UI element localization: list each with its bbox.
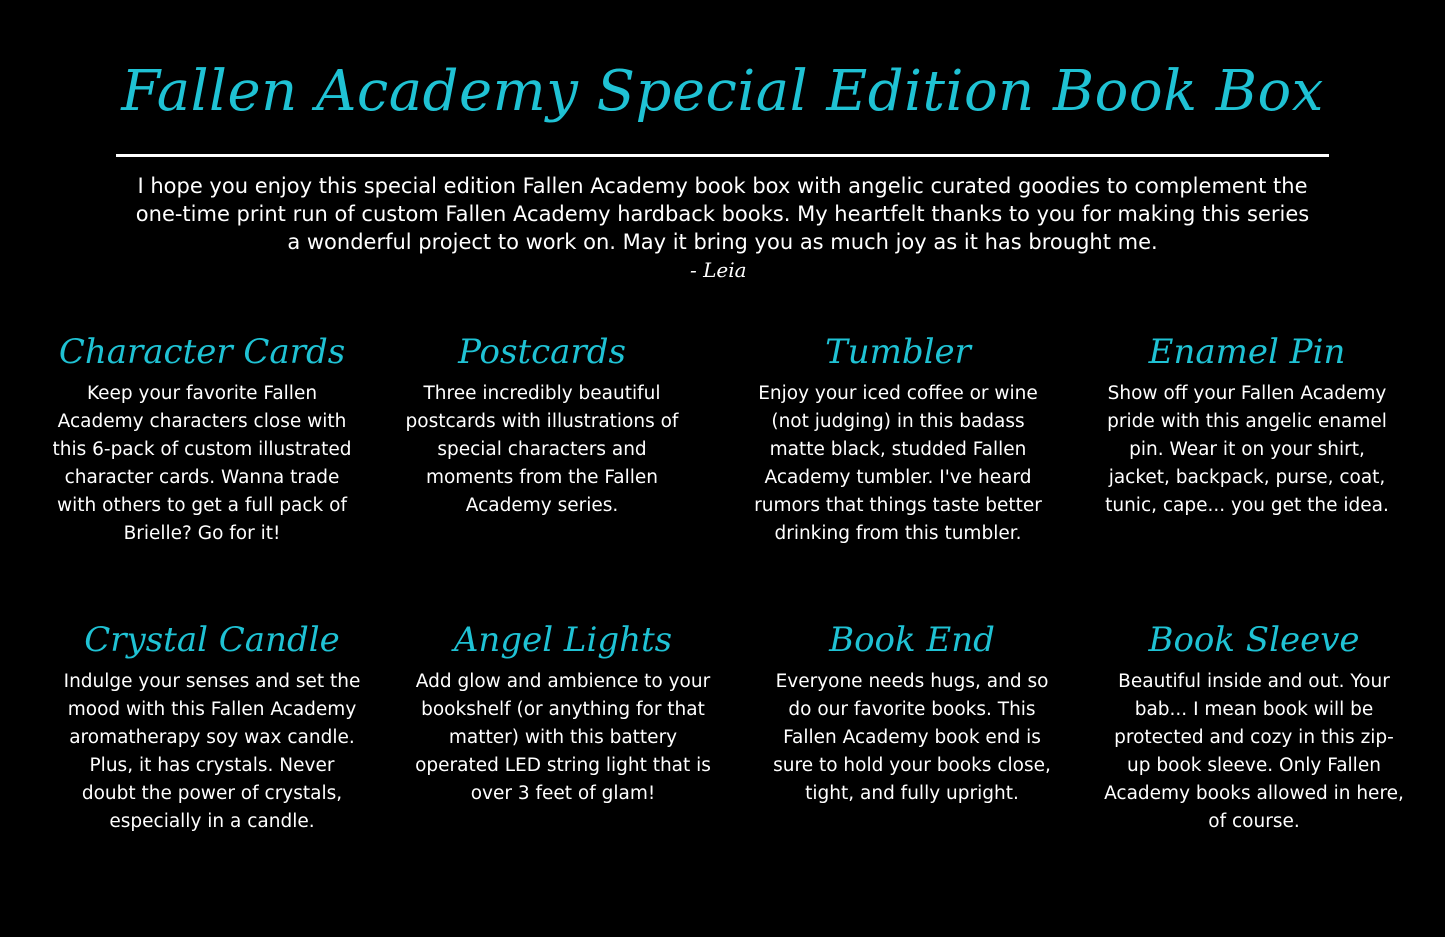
- item-title: Book Sleeve: [1148, 620, 1360, 660]
- item-tumbler: [748, 330, 1048, 548]
- author-signature: - Leia: [690, 258, 747, 282]
- item-title: Postcards: [458, 332, 626, 372]
- item-angel-lights: [413, 618, 713, 808]
- item-book-end: [762, 618, 1062, 808]
- intro-line: one-time print run of custom Fallen Academy hardback books. My heartfelt thanks to you for making this series: [135, 202, 1310, 226]
- item-description: Add glow and ambience to your bookshelf (or anything for that matter) with this battery operated LED string light that is over 3 feet of glam!: [415, 671, 711, 804]
- item-title: Crystal Candle: [84, 620, 340, 660]
- item-character-cards: [52, 330, 352, 548]
- intro-message: [70, 172, 1375, 256]
- item-description: Three incredibly beautiful postcards with illustrations of special characters and moments from the Fallen Academy series.: [405, 383, 679, 516]
- item-description: Indulge your senses and set the mood with this Fallen Academy aromatherapy soy wax candle. Plus, it has crystals. Never doubt the power of crystals, especially in a candle.: [63, 671, 361, 832]
- item-title: Tumbler: [825, 332, 971, 372]
- item-title: Book End: [829, 620, 995, 660]
- item-title: Enamel Pin: [1148, 332, 1346, 372]
- item-description: Enjoy your iced coffee or wine (not judging) in this badass matte black, studded Fallen Academy tumbler. I've heard rumors that things taste better drinking from this tumbler.: [754, 383, 1042, 544]
- intro-line: a wonderful project to work on. May it bring you as much joy as it has brought me.: [287, 230, 1158, 254]
- item-description: Show off your Fallen Academy pride with this angelic enamel pin. Wear it on your shirt, jacket, backpack, purse, coat, tunic, cape... you get the idea.: [1105, 383, 1389, 516]
- item-title: Angel Lights: [453, 620, 673, 660]
- item-description: Beautiful inside and out. Your bab... I mean book will be protected and cozy in this zip-up book sleeve. Only Fallen Academy books allowed in here, of course.: [1104, 671, 1404, 832]
- item-crystal-candle: [62, 618, 362, 836]
- item-title: Character Cards: [58, 332, 346, 372]
- intro-line: I hope you enjoy this special edition Fallen Academy book box with angelic curated goodies to complement the: [137, 174, 1308, 198]
- title-divider: [116, 154, 1329, 157]
- item-book-sleeve: [1104, 618, 1404, 836]
- page-title: Fallen Academy Special Edition Book Box: [121, 59, 1324, 124]
- item-postcards: [392, 330, 692, 520]
- item-description: Keep your favorite Fallen Academy characters close with this 6-pack of custom illustrated character cards. Wanna trade with others to get a full pack of Brielle? Go for it!: [52, 383, 352, 544]
- item-enamel-pin: [1097, 330, 1397, 520]
- item-description: Everyone needs hugs, and so do our favorite books. This Fallen Academy book end is sure to hold your books close, tight, and fully upright.: [773, 671, 1051, 804]
